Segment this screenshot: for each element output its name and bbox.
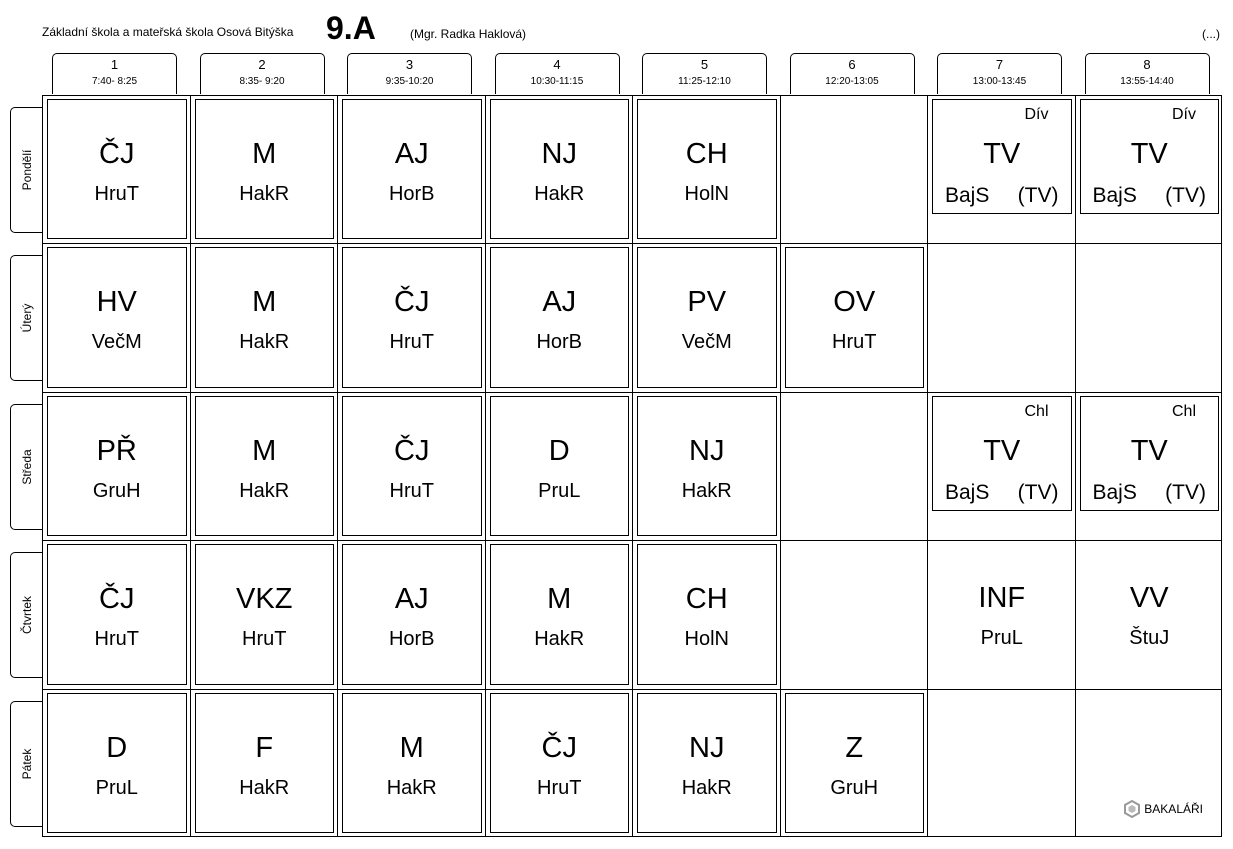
bakalari-brand: [1124, 800, 1203, 818]
lesson-cell[interactable]: [342, 247, 482, 387]
teacher-label: HakR: [534, 183, 585, 205]
teacher-label: HakR: [239, 183, 290, 205]
lesson-cell[interactable]: [1080, 99, 1220, 214]
day-label: Pátek: [19, 748, 34, 779]
lesson-cell[interactable]: [1080, 396, 1220, 511]
room-label: (TV): [1017, 480, 1059, 504]
teacher-label: HruT: [94, 183, 139, 205]
lesson-cell[interactable]: [785, 693, 925, 833]
day-label: Úterý: [19, 304, 34, 333]
period-number: 8: [1143, 57, 1151, 72]
lesson-cell[interactable]: [342, 544, 482, 684]
period-number: 7: [995, 57, 1004, 72]
subject-label: F: [255, 731, 274, 764]
period-time: 12:20-13:05: [825, 76, 879, 87]
lesson-cell[interactable]: [932, 544, 1072, 684]
day-tab-2: [10, 255, 42, 381]
period-time: 7:40- 8:25: [91, 76, 138, 87]
teacher-label: HakR: [386, 776, 437, 799]
period-number: 4: [553, 57, 561, 72]
teacher-label: HakR: [681, 479, 732, 502]
period-time: 8:35- 9:20: [239, 76, 285, 87]
lesson-cell[interactable]: [195, 99, 335, 239]
period-time: 9:35-10:20: [385, 76, 434, 87]
lesson-cell[interactable]: [785, 247, 925, 387]
teacher-label: HruT: [389, 479, 434, 502]
subject-label: TV: [1130, 434, 1168, 467]
class-teacher: (Mgr. Radka Haklová): [410, 27, 527, 41]
lesson-cell[interactable]: [195, 544, 335, 684]
day-label: Středa: [19, 449, 34, 485]
day-column: [10, 107, 42, 837]
subject-label: INF: [978, 582, 1026, 615]
teacher-label: HakR: [681, 776, 732, 799]
lesson-cell[interactable]: [342, 693, 482, 833]
teacher-label: HolN: [684, 628, 729, 651]
subject-label: AJ: [394, 583, 429, 616]
period-number: 1: [110, 57, 119, 72]
subject-label: M: [252, 138, 277, 170]
lesson-cell[interactable]: [490, 396, 630, 536]
room-label: (TV): [1017, 184, 1059, 207]
teacher-label: GruH: [92, 479, 141, 502]
teacher-label: BajS: [945, 184, 990, 207]
teacher-label: VečM: [91, 331, 142, 354]
teacher-label: VečM: [681, 331, 732, 354]
period-4: [495, 53, 620, 94]
period-2: [200, 53, 325, 94]
lesson-cell[interactable]: [637, 693, 777, 833]
subject-label: TV: [983, 138, 1021, 170]
teacher-label: HakR: [239, 479, 290, 502]
period-7: [937, 53, 1062, 94]
subject-label: M: [252, 434, 277, 467]
period-number: 6: [848, 57, 856, 72]
subject-label: M: [252, 286, 277, 319]
class-title: 9.A: [326, 10, 376, 46]
teacher-label: HruT: [94, 628, 139, 651]
teacher-label: ŠtuJ: [1129, 627, 1170, 650]
teacher-label: HakR: [534, 628, 585, 651]
day-label: Pondělí: [19, 149, 34, 191]
subject-label: VKZ: [236, 583, 293, 616]
lesson-cell[interactable]: [932, 99, 1072, 214]
room-label: (TV): [1165, 480, 1206, 504]
lesson-cell[interactable]: [195, 247, 335, 387]
room-label: (TV): [1165, 184, 1206, 207]
day-tab-5: [10, 701, 42, 827]
column-divider: [190, 96, 191, 836]
timetable-grid: [42, 95, 1222, 837]
period-1: [52, 53, 177, 94]
subject-label: TV: [1130, 138, 1168, 170]
day-tab-4: [10, 552, 42, 678]
lesson-cell[interactable]: [47, 693, 187, 833]
lesson-cell[interactable]: [47, 99, 187, 239]
lesson-cell[interactable]: [195, 396, 335, 536]
subject-label: NJ: [541, 138, 577, 170]
period-time: 11:25-12:10: [678, 76, 731, 87]
subject-label: PV: [687, 286, 727, 319]
subject-label: VV: [1129, 582, 1169, 615]
subject-label: D: [106, 731, 128, 764]
teacher-label: PruL: [538, 479, 581, 502]
lesson-cell[interactable]: [637, 396, 777, 536]
subject-label: NJ: [689, 731, 725, 764]
teacher-label: HruT: [537, 776, 582, 799]
school-name: Základní škola a mateřská škola Osová Bitýška: [42, 25, 294, 39]
bakalari-logo-icon: [1124, 800, 1140, 818]
column-divider: [485, 96, 486, 836]
column-divider: [337, 96, 338, 836]
group-label: Dív: [1024, 106, 1049, 123]
column-divider: [927, 96, 928, 836]
subject-label: ČJ: [394, 434, 430, 467]
period-8: [1085, 53, 1210, 94]
group-label: Dív: [1172, 106, 1196, 123]
subject-label: D: [548, 434, 570, 467]
subject-label: Z: [845, 731, 864, 764]
period-header: [42, 53, 1222, 95]
period-number: 3: [405, 57, 414, 72]
teacher-label: HakR: [239, 776, 290, 799]
period-5: [642, 53, 767, 94]
lesson-cell[interactable]: [47, 247, 187, 387]
subject-label: M: [399, 731, 424, 764]
period-time: 13:55-14:40: [1120, 76, 1174, 87]
brand-label: BAKALÁŘI: [1144, 802, 1203, 816]
day-tab-1: [10, 107, 42, 233]
lesson-cell[interactable]: [490, 247, 630, 387]
teacher-label: GruH: [830, 776, 879, 799]
subject-label: CH: [685, 138, 728, 170]
lesson-cell[interactable]: [342, 99, 482, 239]
teacher-label: BajS: [945, 480, 990, 504]
teacher-label: PruL: [95, 776, 138, 799]
subject-label: ČJ: [394, 286, 430, 319]
subject-label: AJ: [542, 286, 577, 319]
day-label: Čtvrtek: [19, 596, 34, 635]
column-divider: [1075, 96, 1076, 836]
teacher-label: HakR: [239, 331, 290, 354]
lesson-cell[interactable]: [637, 247, 777, 387]
subject-label: CH: [685, 583, 728, 616]
period-number: 2: [258, 57, 266, 72]
column-divider: [632, 96, 633, 836]
period-6: [790, 53, 915, 94]
lesson-cell[interactable]: [1080, 544, 1220, 684]
subject-label: TV: [983, 434, 1021, 467]
subject-label: NJ: [689, 434, 725, 467]
more-indicator[interactable]: (...): [1202, 27, 1220, 41]
lesson-cell[interactable]: [47, 396, 187, 536]
period-time: 13:00-13:45: [972, 76, 1027, 87]
teacher-label: PruL: [980, 627, 1023, 650]
teacher-label: HorB: [388, 183, 435, 205]
lesson-cell[interactable]: [490, 99, 630, 239]
subject-label: PŘ: [96, 434, 137, 467]
group-label: Chl: [1024, 402, 1049, 420]
teacher-label: BajS: [1092, 184, 1137, 207]
subject-label: HV: [96, 286, 137, 319]
group-label: Chl: [1171, 402, 1196, 420]
subject-label: ČJ: [541, 731, 577, 764]
lesson-cell[interactable]: [932, 396, 1072, 511]
lesson-cell[interactable]: [342, 396, 482, 536]
day-tab-3: [10, 404, 42, 530]
teacher-label: HruT: [389, 331, 434, 354]
period-number: 5: [700, 57, 709, 72]
period-time: 10:30-11:15: [530, 76, 584, 87]
teacher-label: HruT: [242, 628, 287, 651]
lesson-cell[interactable]: [637, 99, 777, 239]
subject-label: ČJ: [99, 583, 135, 616]
teacher-label: HruT: [832, 331, 877, 354]
teacher-label: HolN: [684, 183, 729, 205]
subject-label: M: [547, 583, 572, 616]
lesson-cell[interactable]: [195, 693, 335, 833]
teacher-label: HorB: [536, 331, 583, 354]
lesson-cell[interactable]: [490, 544, 630, 684]
subject-label: AJ: [394, 138, 429, 170]
teacher-label: HorB: [388, 628, 435, 651]
lesson-cell[interactable]: [47, 544, 187, 684]
lesson-cell[interactable]: [637, 544, 777, 684]
column-divider: [780, 96, 781, 836]
lesson-cell[interactable]: [490, 693, 630, 833]
period-3: [347, 53, 472, 94]
subject-label: ČJ: [99, 138, 135, 170]
subject-label: OV: [833, 286, 876, 319]
teacher-label: BajS: [1092, 480, 1137, 504]
